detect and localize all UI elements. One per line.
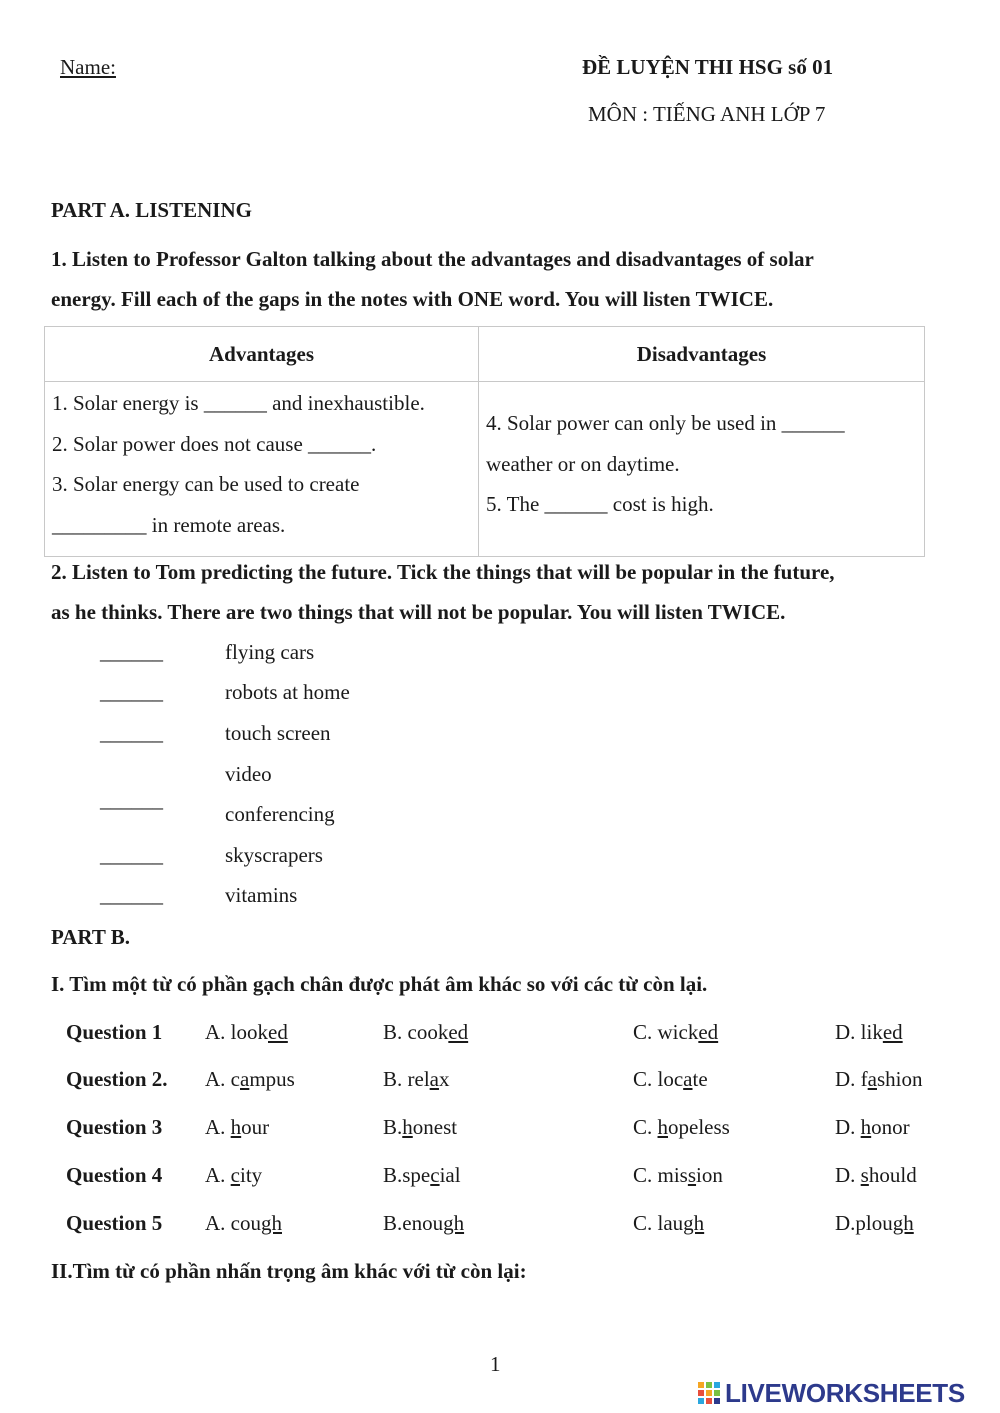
- option-c: C. locate: [633, 1067, 708, 1091]
- exam-title: ĐỀ LUYỆN THI HSG số 01: [582, 55, 834, 79]
- logo-text: LIVEWORKSHEETS: [725, 1377, 965, 1408]
- question-label: Question 2.: [66, 1067, 168, 1091]
- option-c: C. wicked: [633, 1020, 719, 1044]
- advantage-line: 2. Solar power does not cause ______.: [52, 431, 377, 456]
- tick-blank[interactable]: ______: [100, 843, 163, 867]
- advantages-cell: [45, 382, 479, 557]
- tick-blank[interactable]: ______: [100, 640, 163, 664]
- section-2-heading: II.Tìm từ có phần nhấn trọng âm khác với từ còn lại:: [51, 1259, 527, 1283]
- option-b: B.honest: [383, 1115, 458, 1139]
- solar-energy-table: [44, 326, 925, 557]
- option-c: C. mission: [633, 1163, 723, 1187]
- question-label: Question 5: [66, 1211, 163, 1235]
- option-b: B. cooked: [383, 1020, 469, 1044]
- option-d: D. liked: [835, 1020, 903, 1044]
- question-label: Question 4: [66, 1163, 163, 1187]
- page-number: 1: [490, 1352, 501, 1376]
- part-b-heading: PART B.: [51, 925, 130, 949]
- question-label: Question 1: [66, 1020, 163, 1044]
- table-body-row: [45, 382, 925, 557]
- liveworksheets-logo: [697, 1378, 965, 1408]
- exam-subject: MÔN : TIẾNG ANH LỚP 7: [588, 102, 826, 126]
- list-item: skyscrapers: [225, 843, 323, 867]
- q2-instruction-line1: 2. Listen to Tom predicting the future. Tick the things that will be popular in the future,: [51, 560, 835, 584]
- option-d: D. should: [835, 1163, 917, 1187]
- list-item: robots at home: [225, 680, 350, 704]
- advantage-line: 1. Solar energy is ______ and inexhaustible.: [52, 391, 425, 415]
- question-label: Question 3: [66, 1115, 163, 1139]
- option-d: D. fashion: [835, 1067, 923, 1091]
- tick-blank[interactable]: ______: [100, 788, 163, 812]
- list-item: touch screen: [225, 721, 331, 745]
- advantages-header: Advantages: [45, 327, 479, 382]
- list-item: conferencing: [225, 802, 335, 826]
- option-a: A. hour: [205, 1115, 270, 1139]
- disadvantages-cell: [479, 382, 925, 557]
- tick-blank[interactable]: ______: [100, 680, 163, 704]
- disadvantage-line: 5. The ______ cost is high.: [486, 492, 714, 516]
- q1-instruction-line2: energy. Fill each of the gaps in the notes with ONE word. You will listen TWICE.: [51, 287, 774, 311]
- advantage-line: 3. Solar energy can be used to create: [52, 472, 360, 496]
- section-1-heading: I. Tìm một từ có phần gạch chân được phát âm khác so với các từ còn lại.: [51, 972, 708, 996]
- list-item: video: [225, 762, 272, 786]
- option-b: B. relax: [383, 1067, 450, 1091]
- tick-blank[interactable]: ______: [100, 883, 163, 907]
- table-header-row: [45, 327, 925, 382]
- list-item: vitamins: [225, 883, 298, 907]
- option-c: C. laugh: [633, 1211, 705, 1235]
- option-b: B.special: [383, 1163, 461, 1187]
- q1-instruction-line1: 1. Listen to Professor Galton talking about the advantages and disadvantages of solar: [51, 247, 814, 271]
- q2-instruction-line2: as he thinks. There are two things that will not be popular. You will listen TWICE.: [51, 600, 786, 624]
- option-a: A. city: [205, 1163, 263, 1187]
- option-a: A. campus: [205, 1067, 295, 1091]
- part-a-heading: PART A. LISTENING: [51, 198, 252, 222]
- option-a: A. looked: [205, 1020, 288, 1044]
- disadvantage-line: 4. Solar power can only be used in ______: [486, 411, 845, 435]
- advantage-line: _________ in remote areas.: [52, 512, 286, 537]
- disadvantage-line: weather or on daytime.: [486, 451, 680, 476]
- option-b: B.enough: [383, 1211, 465, 1235]
- option-d: D. honor: [835, 1115, 910, 1139]
- option-c: C. hopeless: [633, 1115, 730, 1139]
- option-d: D.plough: [835, 1211, 914, 1235]
- liveworksheets-icon: [697, 1380, 723, 1406]
- disadvantages-header: Disadvantages: [479, 327, 925, 382]
- option-a: A. cough: [205, 1211, 282, 1235]
- tick-blank[interactable]: ______: [100, 721, 163, 745]
- name-label: Name:: [60, 55, 116, 79]
- list-item: flying cars: [225, 640, 315, 664]
